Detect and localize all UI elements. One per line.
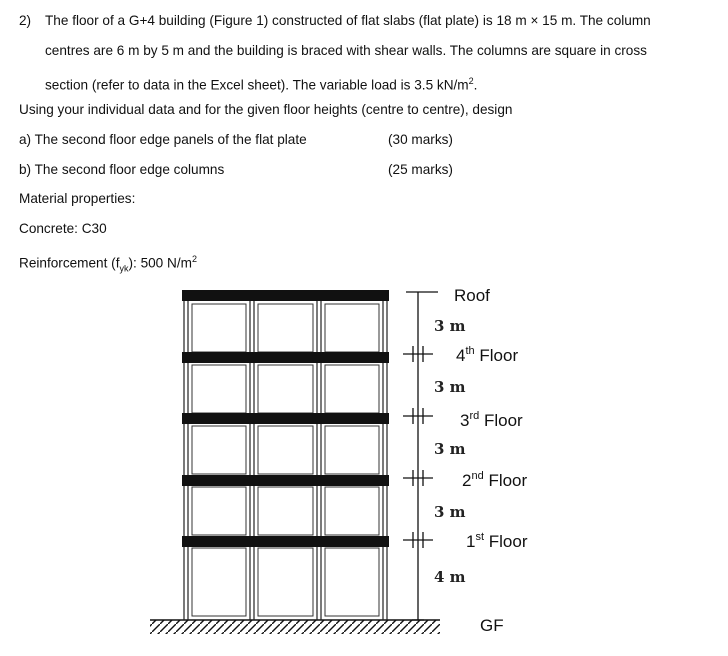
height-label-2nd-1st: 3 m xyxy=(434,503,466,521)
concrete-grade: Concrete: C30 xyxy=(19,221,107,236)
material-heading: Material properties: xyxy=(19,191,136,206)
height-label-1st-gf: 4 m xyxy=(434,568,466,586)
question-line-2: centres are 6 m by 5 m and the building is braced with shear walls. The columns are square in cross xyxy=(45,43,647,58)
slab-3rd xyxy=(182,413,389,424)
columns xyxy=(184,290,387,620)
slab-1st xyxy=(182,536,389,547)
slab-4th xyxy=(182,352,389,363)
height-label-4th-3rd: 3 m xyxy=(434,378,466,396)
task-a-marks: (30 marks) xyxy=(388,132,453,147)
ground-hatch xyxy=(150,620,440,634)
task-a-label: a) The second floor edge panels of the flat plate xyxy=(19,132,307,147)
building-elevation-figure xyxy=(0,270,728,656)
question-line-1: The floor of a G+4 building (Figure 1) constructed of flat slabs (flat plate) is 18 m × 15 m. The column xyxy=(45,13,651,28)
level-label-1st: 1st Floor xyxy=(466,531,528,551)
level-label-4th: 4th Floor xyxy=(456,345,519,365)
level-label-3rd: 3rd Floor xyxy=(460,410,523,430)
floor-slabs xyxy=(182,290,389,547)
height-label-roof-4th: 3 m xyxy=(434,317,466,335)
slab-2nd xyxy=(182,475,389,486)
slab-roof xyxy=(182,290,389,301)
frame-infill-outlines xyxy=(192,304,379,616)
height-label-3rd-2nd: 3 m xyxy=(434,440,466,458)
level-label-gf: GF xyxy=(480,616,504,635)
level-label-2nd: 2nd Floor xyxy=(462,470,528,490)
task-b-label: b) The second floor edge columns xyxy=(19,162,225,177)
dimension-line xyxy=(403,292,438,620)
reinforcement-strength: Reinforcement $(f_{yk})$: 500 $N/m^2$ xyxy=(19,254,197,274)
level-label-roof: Roof xyxy=(454,286,490,305)
question-line-3: section (refer to data in the Excel sheet). The variable load is 3.5 $kN/m^2$. xyxy=(45,76,478,93)
instruction-text: Using your individual data and for the given floor heights (centre to centre), design xyxy=(19,102,513,117)
question-number: 2) xyxy=(19,13,32,28)
task-b-marks: (25 marks) xyxy=(388,162,453,177)
